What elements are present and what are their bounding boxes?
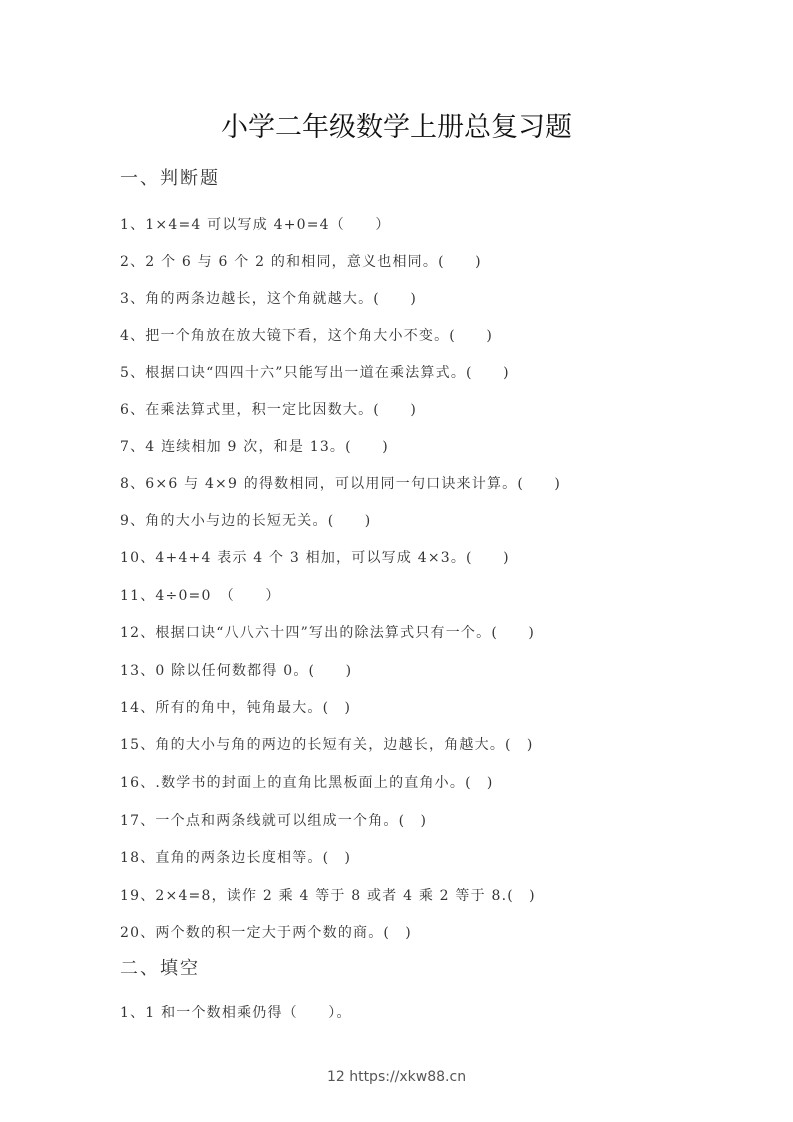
question-item: 13、0 除以任何数都得 0。( ): [120, 663, 353, 679]
question-item: 16、.数学书的封面上的直角比黑板面上的直角小。( ): [120, 775, 494, 791]
question-item: 17、一个点和两条线就可以组成一个角。( ): [120, 813, 428, 829]
section-heading-judgment: 一、判断题: [120, 168, 220, 189]
page-footer: 12 https://xkw88.cn: [326, 1069, 467, 1085]
question-item: 20、两个数的积一定大于两个数的商。( ): [120, 925, 412, 941]
question-item: 15、角的大小与角的两边的长短有关，边越长，角越大。( ): [120, 737, 534, 753]
page-title: 小学二年级数学上册总复习题: [221, 112, 572, 143]
question-item: 8、6×6 与 4×9 的得数相同，可以用同一句口诀来计算。( ): [120, 476, 562, 492]
question-item: 1、1×4=4 可以写成 4+0=4（ ）: [120, 217, 391, 233]
question-item: 9、角的大小与边的长短无关。( ): [120, 513, 372, 529]
question-item: 18、直角的两条边长度相等。( ): [120, 850, 352, 866]
question-item: 3、角的两条边越长，这个角就越大。( ): [120, 291, 418, 307]
question-item: 14、所有的角中，钝角最大。( ): [120, 700, 352, 716]
question-item: 1、1 和一个数相乘仍得（ ）。: [120, 1005, 352, 1021]
question-item: 10、4+4+4 表示 4 个 3 相加，可以写成 4×3。( ): [120, 550, 510, 566]
question-item: 6、在乘法算式里，积一定比因数大。( ): [120, 402, 418, 418]
section-heading-fill-in: 二、填空: [120, 958, 200, 979]
question-item: 12、根据口诀“八八六十四”写出的除法算式只有一个。( ): [120, 625, 536, 641]
question-item: 19、2×4=8，读作 2 乘 4 等于 8 或者 4 乘 2 等于 8.( ): [120, 888, 536, 904]
question-item: 2、2 个 6 与 6 个 2 的和相同，意义也相同。( ): [120, 254, 482, 270]
question-item: 11、4÷0=0 （ ）: [120, 588, 281, 604]
question-item: 4、把一个角放在放大镜下看，这个角大小不变。( ): [120, 328, 494, 344]
question-item: 5、根据口诀“四四十六”只能写出一道在乘法算式。( ): [120, 365, 510, 381]
question-item: 7、4 连续相加 9 次，和是 13。( ): [120, 439, 389, 455]
